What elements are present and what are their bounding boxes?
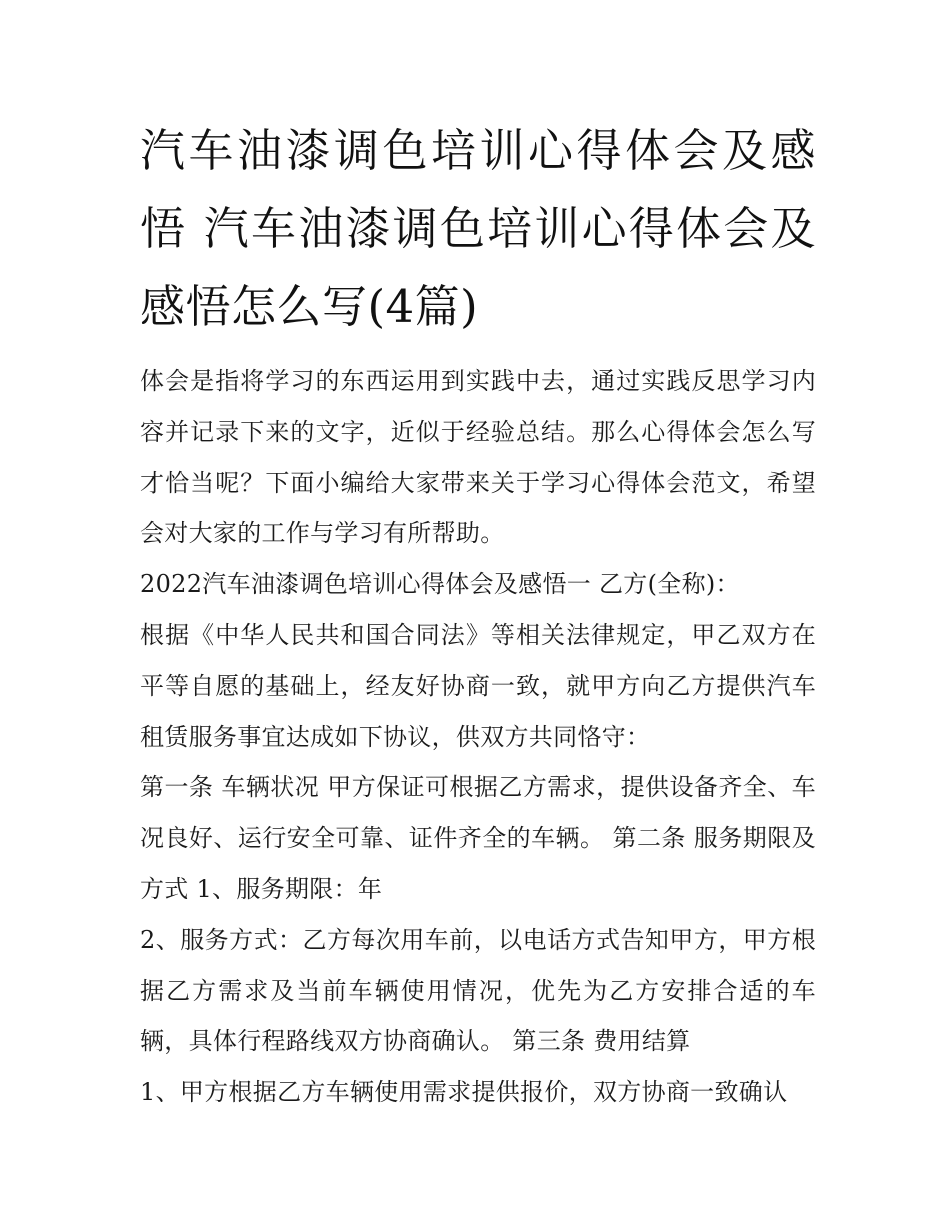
document-title: 汽车油漆调色培训心得体会及感悟 汽车油漆调色培训心得体会及感悟怎么写(4篇) [140,124,816,333]
paragraph-legal-basis: 根据《中华人民共和国合同法》等相关法律规定，甲乙双方在平等自愿的基础上，经友好协商一致，就甲方向乙方提供汽车租赁服务事宜达成如下协议，供双方共同恪守： [140,620,816,751]
document-body [140,112,816,1118]
paragraph-settlement: 1、甲方根据乙方车辆使用需求提供报价，双方协商一致确认 [140,1078,788,1107]
paragraph-intro: 体会是指将学习的东西运用到实践中去，通过实践反思学习内容并记录下来的文字，近似于经验总结。那么心得体会怎么写才恰当呢？下面小编给大家带来关于学习心得体会范文，希望会对大家的工作与学习有所帮助。 [140,367,816,548]
paragraph-party-b: 2022汽车油漆调色培训心得体会及感悟一 乙方(全称)： [140,570,740,599]
paragraph-service-method: 2、服务方式：乙方每次用车前，以电话方式告知甲方，甲方根据乙方需求及当前车辆使用情况，优先为乙方安排合适的车辆，具体行程路线双方协商确认。 第三条 费用结算 [140,925,816,1056]
paragraph-article-1-2: 第一条 车辆状况 甲方保证可根据乙方需求，提供设备齐全、车况良好、运行安全可靠、证件齐全的车辆。 第二条 服务期限及方式 1、服务期限：年 [140,773,816,903]
